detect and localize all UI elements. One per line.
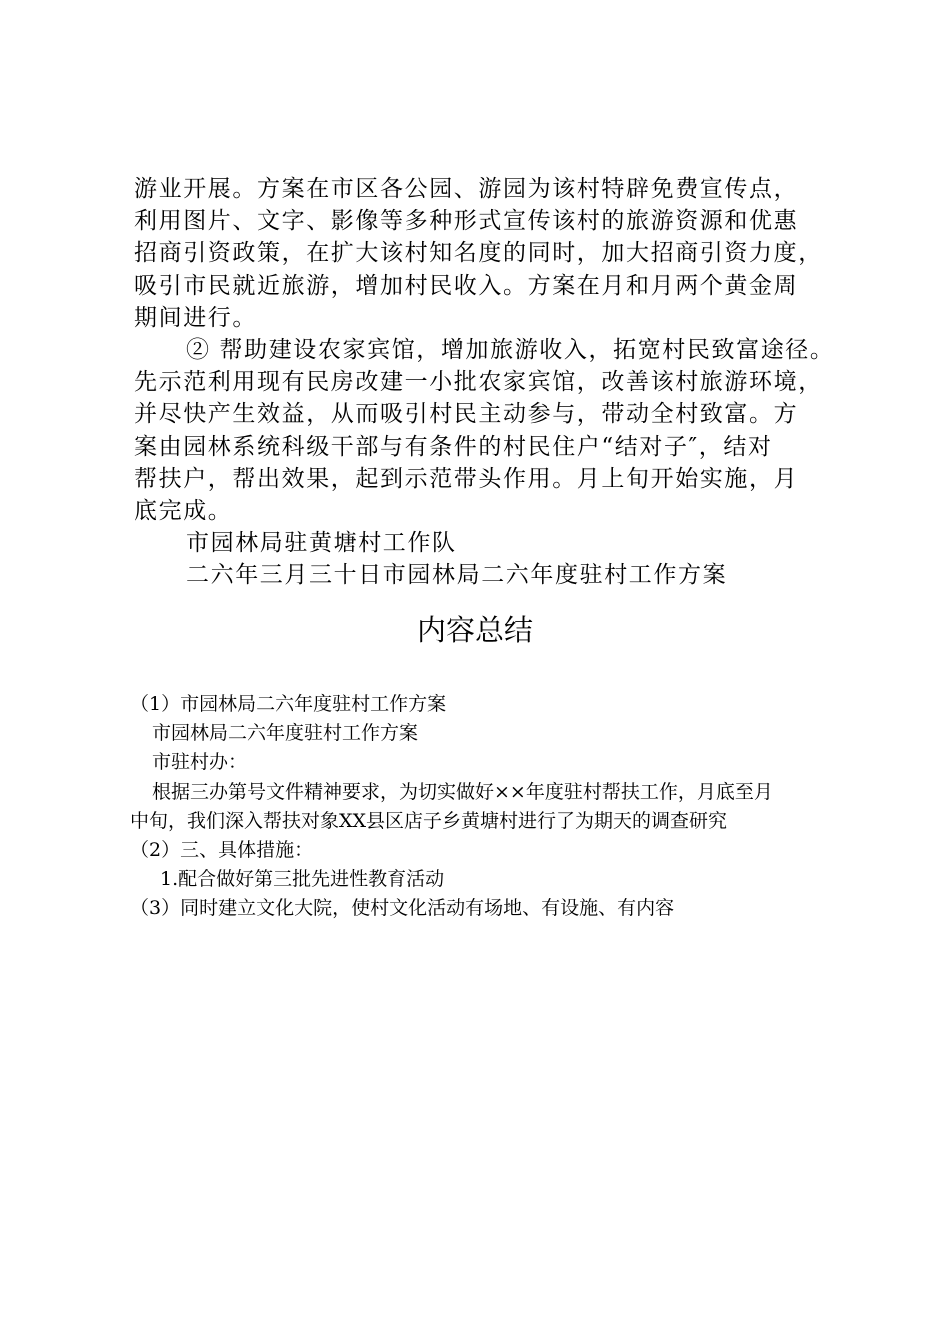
text-line: 游业开展。方案在市区各公园、游园为该村特辟免费宣传点， <box>134 176 799 202</box>
summary-line: （1）市园林局二六年度驻村工作方案 <box>130 693 447 715</box>
text-line: 吸引市民就近旅游，增加村民收入。方案在月和月两个黄金周 <box>134 272 799 299</box>
summary-line: 根据三办第号文件精神要求，为切实做好××年度驻村帮扶工作，月底至月 <box>152 780 773 803</box>
body-paragraph-1 <box>134 173 846 334</box>
text-line: 并尽快产生效益，从而吸引村民主动参与，带动全村致富。方 <box>134 401 799 428</box>
summary-line: 中旬，我们深入帮扶对象XX县区店子乡黄塘村进行了为期天的调查研究 <box>130 809 728 832</box>
text-line: 案由园林系统科级干部与有条件的村民住户“结对子″，结对 <box>134 433 773 460</box>
summary-line: （3）同时建立文化大院，使村文化活动有场地、有设施、有内容 <box>130 897 675 920</box>
summary-list <box>130 690 850 924</box>
text-line: 先示范利用现有民房改建一小批农家宾馆，改善该村旅游环境， <box>134 369 823 396</box>
date-line: 二六年三月三十日市园林局二六年度驻村工作方案 <box>186 562 728 589</box>
text-line: 底完成。 <box>134 497 233 524</box>
summary-line: （2）三、具体措施： <box>130 838 314 861</box>
text-line: 招商引资政策，在扩大该村知名度的同时，加大招商引资力度， <box>134 240 823 267</box>
signature-line: 市园林局驻黄塘村工作队 <box>186 530 457 556</box>
summary-line: 市驻村办： <box>152 751 248 774</box>
text-line: 帮扶户，帮出效果，起到示范带头作用。月上旬开始实施，月 <box>134 465 799 492</box>
text-line: 期间进行。 <box>134 304 257 331</box>
signature-block <box>134 527 846 591</box>
body-paragraph-2 <box>134 334 846 527</box>
summary-line: 1.配合做好第三批先进性教育活动 <box>160 868 445 891</box>
text-line: ② 帮助建设农家宾馆，增加旅游收入，拓宽村民致富途径。 <box>186 337 835 363</box>
summary-line: 市园林局二六年度驻村工作方案 <box>152 722 419 745</box>
summary-title: 内容总结 <box>416 613 533 647</box>
text-line: 利用图片、文字、影像等多种形式宣传该村的旅游资源和优惠 <box>134 208 799 235</box>
